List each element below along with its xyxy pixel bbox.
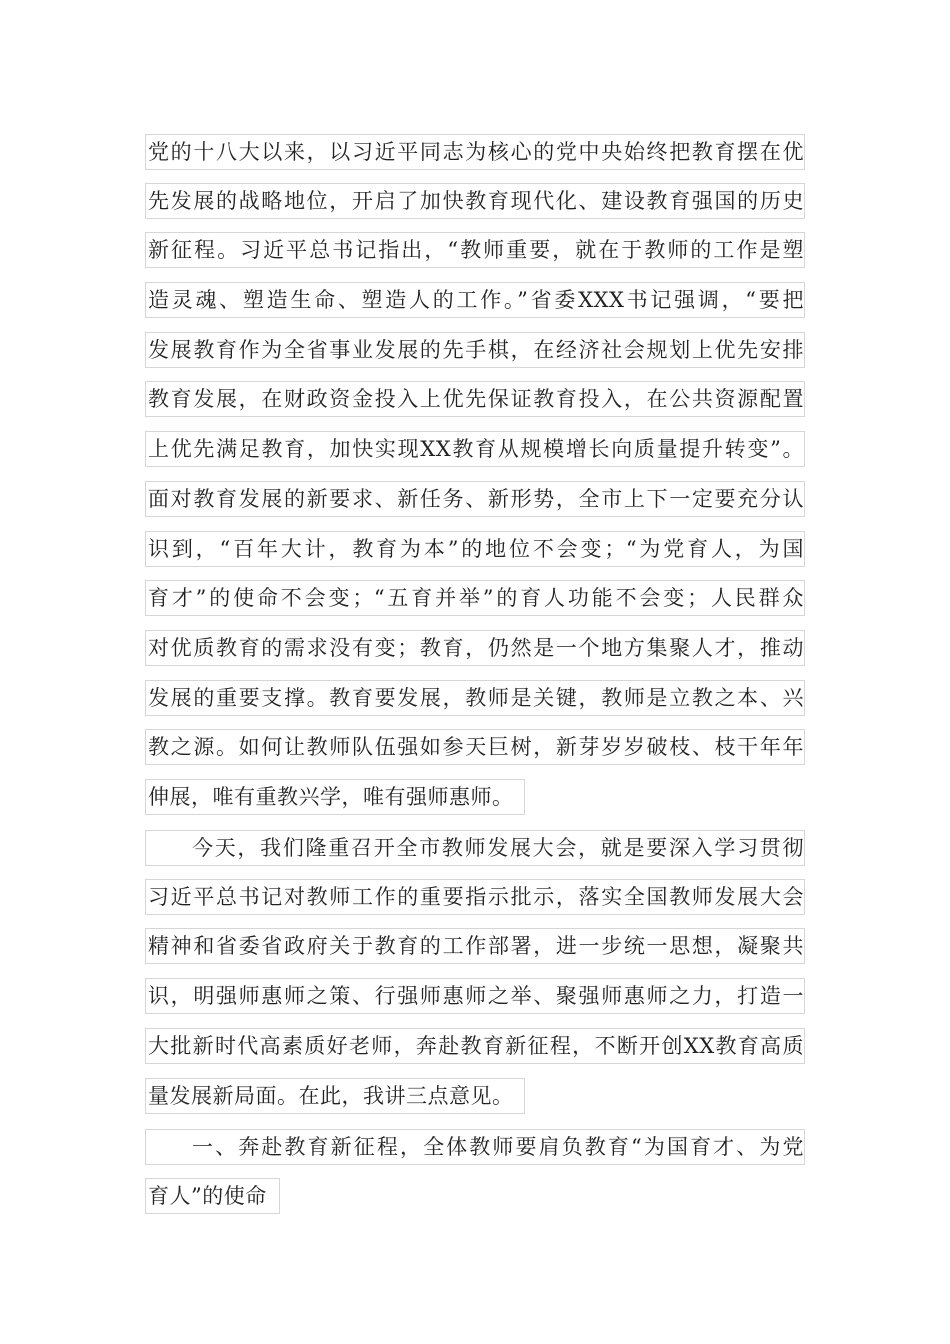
text-line-4: 造灵魂、塑造生命、塑造人的工作。”省委XXX书记强调，“要把 [145,282,805,318]
text-line-8: 面对教育发展的新要求、新任务、新形势，全市上下一定要充分认 [145,481,805,517]
text-line-19: 大批新时代高素质好老师，奔赴教育新征程，不断开创XX教育高质 [145,1028,805,1064]
text-line-1: 党的十八大以来，以习近平同志为核心的党中央始终把教育摆在优 [145,134,805,170]
text-line-10: 育才”的使命不会变；“五育并举”的育人功能不会变；人民群众 [145,580,805,616]
text-line-16: 习近平总书记对教师工作的重要指示批示，落实全国教师发展大会 [145,879,805,915]
text-line-5: 发展教育作为全省事业发展的先手棋，在经济社会规划上优先安排 [145,332,805,368]
text-line-2: 先发展的战略地位，开启了加快教育现代化、建设教育强国的历史 [145,183,805,219]
text-line-17: 精神和省委省政府关于教育的工作部署，进一步统一思想，凝聚共 [145,928,805,964]
section-heading-line-2: 育人”的使命 [145,1178,280,1214]
text-line-6: 教育发展，在财政资金投入上优先保证教育投入，在公共资源配置 [145,381,805,417]
text-line-12: 发展的重要支撑。教育要发展，教师是关键，教师是立教之本、兴 [145,680,805,716]
text-line-7: 上优先满足教育，加快实现XX教育从规模增长向质量提升转变”。 [145,431,805,467]
text-line-14: 伸展，唯有重教兴学，唯有强师惠师。 [145,779,525,815]
text-line-11: 对优质教育的需求没有变；教育，仍然是一个地方集聚人才，推动 [145,630,805,666]
text-line-13: 教之源。如何让教师队伍强如参天巨树，新芽岁岁破枝、枝干年年 [145,729,805,765]
text-line-9: 识到，“百年大计，教育为本”的地位不会变；“为党育人，为国 [145,531,805,567]
section-heading-line-1: 一、奔赴教育新征程，全体教师要肩负教育“为国育才、为党 [145,1129,805,1165]
text-line-3: 新征程。习近平总书记指出，“教师重要，就在于教师的工作是塑 [145,232,805,268]
text-line-18: 识，明强师惠师之策、行强师惠师之举、聚强师惠师之力，打造一 [145,978,805,1014]
text-line-15: 今天，我们隆重召开全市教师发展大会，就是要深入学习贯彻 [145,830,805,866]
text-line-20: 量发展新局面。在此，我讲三点意见。 [145,1078,525,1114]
